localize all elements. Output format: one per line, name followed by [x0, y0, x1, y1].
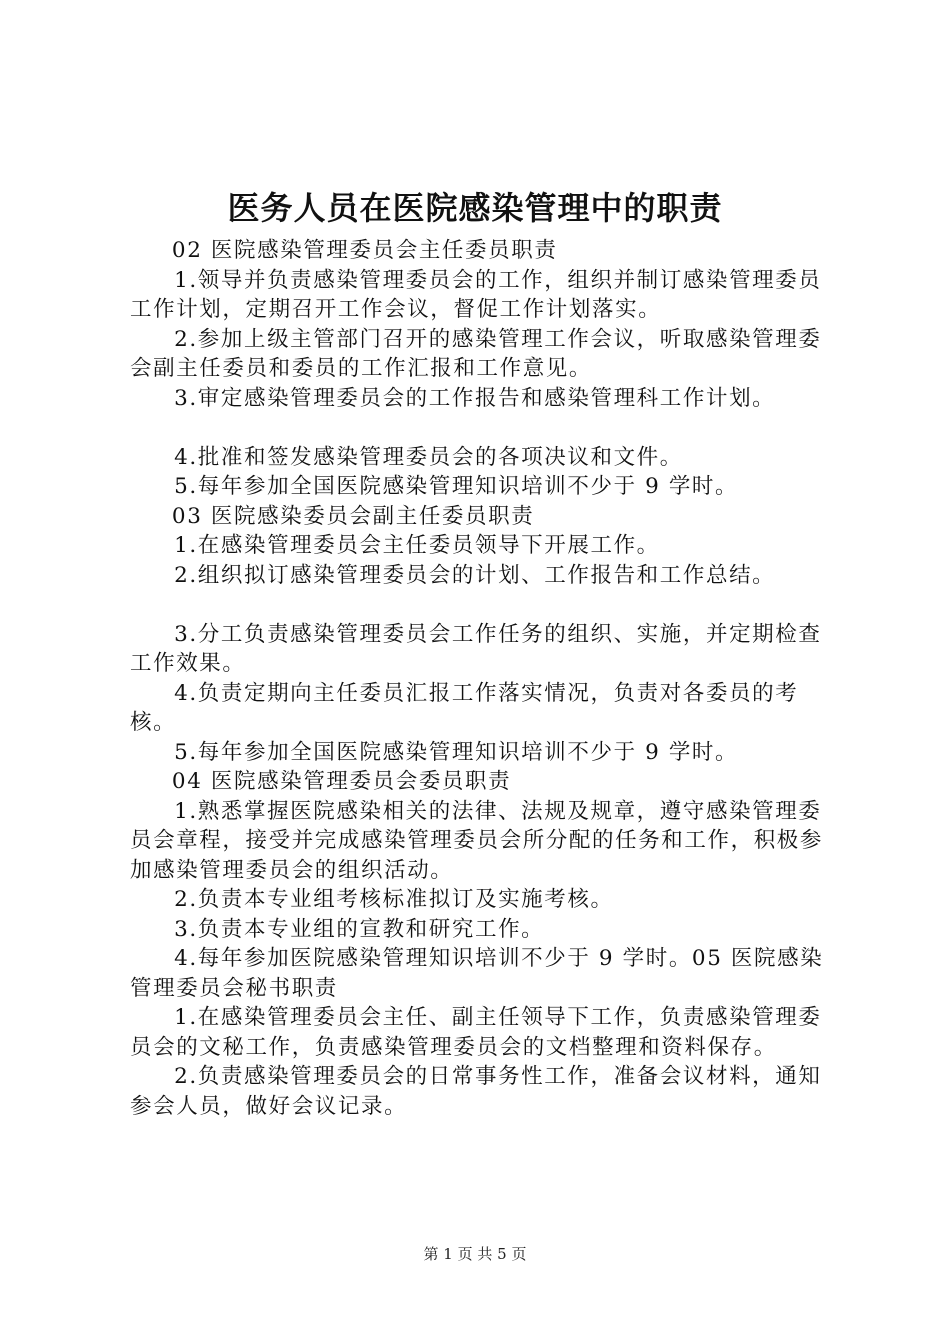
- paragraph: 1.熟悉掌握医院感染相关的法律、法规及规章，遵守感染管理委员会章程，接受并完成感染管理委员会所分配的任务和工作，积极参加感染管理委员会的组织活动。: [130, 798, 824, 883]
- paragraph: 4.负责定期向主任委员汇报工作落实情况，负责对各委员的考核。: [130, 680, 799, 735]
- paragraph: 1.在感染管理委员会主任、副主任领导下工作，负责感染管理委员会的文秘工作，负责感染管理委员会的文档整理和资料保存。: [130, 1005, 822, 1060]
- paragraph: 5.每年参加全国医院感染管理知识培训不少于 9 学时。: [174, 739, 739, 765]
- section-heading-02: 02 医院感染管理委员会主任委员职责: [171, 238, 558, 263]
- page-number: 第 1 页 共 5 页: [423, 1245, 527, 1263]
- paragraph: 4.每年参加医院感染管理知识培训不少于 9 学时。05 医院感染管理委员会秘书职责: [130, 946, 824, 1001]
- section-heading-04: 04 医院感染管理委员会委员职责: [171, 769, 512, 794]
- paragraph: 1.在感染管理委员会主任委员领导下开展工作。: [174, 533, 660, 558]
- paragraph: 2.负责本专业组考核标准拟订及实施考核。: [174, 887, 614, 912]
- paragraph: 2.参加上级主管部门召开的感染管理工作会议，听取感染管理委会副主任委员和委员的工作汇报和工作意见。: [130, 326, 822, 381]
- paragraph: 3.负责本专业组的宣教和研究工作。: [174, 916, 545, 942]
- document-body: [130, 236, 840, 1121]
- paragraph: 3.审定感染管理委员会的工作报告和感染管理科工作计划。: [174, 385, 776, 411]
- section-heading-03: 03 医院感染委员会副主任委员职责: [171, 503, 535, 529]
- document-title: 医务人员在医院感染管理中的职责: [227, 189, 723, 227]
- paragraph: 1.领导并负责感染管理委员会的工作，组织并制订感染管理委员工作计划，定期召开工作会议，督促工作计划落实。: [130, 267, 822, 322]
- paragraph: 2.组织拟订感染管理委员会的计划、工作报告和工作总结。: [174, 562, 776, 588]
- paragraph: 3.分工负责感染管理委员会工作任务的组织、实施，并定期检查工作效果。: [130, 621, 822, 676]
- paragraph: 4.批准和签发感染管理委员会的各项决议和文件。: [174, 444, 683, 470]
- paragraph: 5.每年参加全国医院感染管理知识培训不少于 9 学时。: [174, 474, 739, 499]
- paragraph: 2.负责感染管理委员会的日常事务性工作，准备会议材料，通知参会人员，做好会议记录。: [130, 1064, 822, 1119]
